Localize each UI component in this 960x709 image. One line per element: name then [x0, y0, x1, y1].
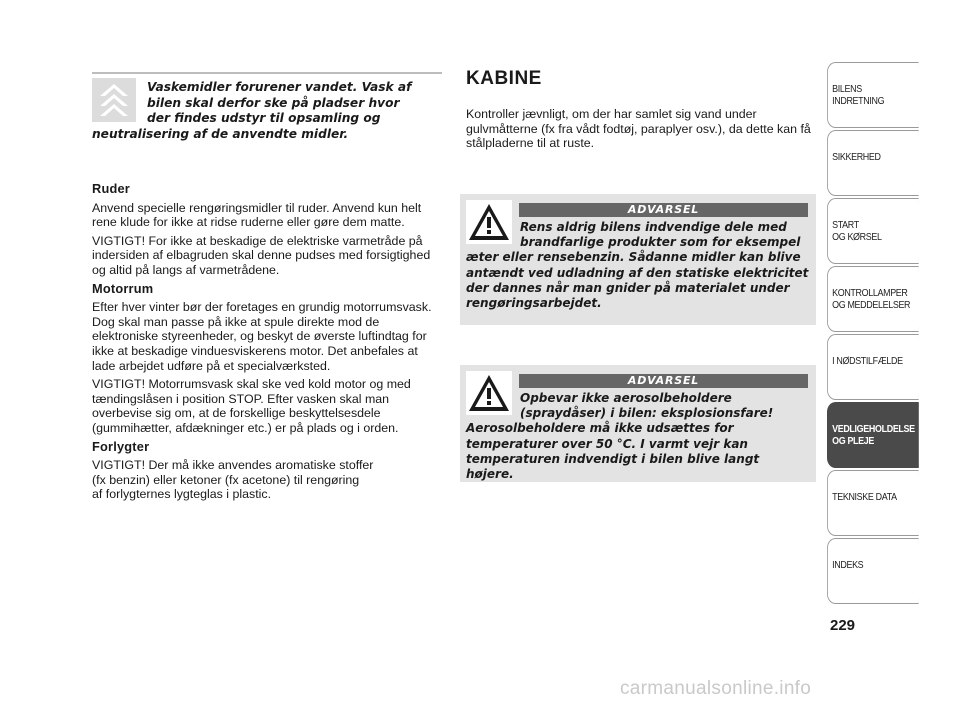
watermark: carmanualsonline.info [620, 678, 812, 699]
environment-note-line: neutralisering af de anvendte midler. [92, 126, 349, 141]
paragraph: Efter hver vinter bør der foretages en grundig motorrumsvask. Dog skal man passe på ikke at spule direkte mod de elektroniske styreenheder, og beskyt de øverste luftindtag for ikke at beskadige vinduesviskerens motor. Det anbefales at lade arbejdet udføre på et specialværksted. [92, 300, 432, 373]
tab-vedligeholdelse[interactable] [827, 402, 919, 468]
warning-line: rengøringsarbejdet. [466, 296, 602, 311]
text-line: VIGTIGT! Der må ikke anvendes aromatiske stoffer [92, 458, 374, 473]
section-title-kabine: KABINE [466, 68, 542, 89]
kabine-paragraph: Kontroller jævnligt, om der har samlet sig vand under gulvmåtterne (fx fra vådt fodtøj, paraplyer osv.), da dette kan få stålpladerne til at ruste. [466, 107, 811, 151]
warning-line: temperaturer over 50 °C. I varmt vejr kan [466, 436, 748, 451]
tab-label: INDRETNING [832, 95, 885, 107]
warning-line: Aerosolbeholdere må ikke udsættes for [466, 421, 734, 436]
warning-text [466, 391, 810, 482]
environment-note-line: Vaskemidler forurener vandet. Vask af [147, 80, 412, 94]
section-heading-ruder: Ruder [92, 181, 130, 196]
warning-box [460, 365, 816, 482]
warning-label: ADVARSEL [519, 203, 808, 217]
page-number: 229 [830, 617, 856, 634]
paragraph: Anvend specielle rengøringsmidler til ruder. Anvend kun helt rene klude for ikke at ridse ruderne eller gøre dem matte. [92, 200, 422, 230]
tab-sikkerhed[interactable] [827, 130, 919, 196]
left-column-body [92, 182, 444, 502]
environment-note-text [92, 80, 442, 142]
tab-i-nodstilfaelde[interactable] [827, 334, 919, 400]
paragraph: VIGTIGT! Motorrumsvask skal ske ved kold motor og med tændingslåsen i position STOP. Efter vasken skal man overbevise sig om, at de forskellige beskyttelsesdele (gummihætter, afdækninger etc.) er på plads og i orden. [92, 377, 411, 435]
tab-label: START [832, 219, 859, 231]
section-heading-motorrum: Motorrum [92, 280, 154, 296]
tab-bilens-indretning[interactable] [827, 62, 919, 128]
section-heading-forlygter: Forlygter [92, 438, 150, 454]
tab-label: SIKKERHED [832, 151, 881, 163]
warning-line: (spraydåser) i bilen: eksplosionsfare! [520, 406, 774, 421]
tab-start-og-korsel[interactable] [827, 198, 919, 264]
warning-line: æter eller rensebenzin. Sådanne midler kan blive [466, 250, 801, 265]
tab-label: OG MEDDELELSER [832, 299, 911, 311]
tab-indeks[interactable] [827, 538, 919, 604]
paragraph [92, 458, 444, 502]
warning-line: Opbevar ikke aerosolbeholdere [520, 391, 732, 405]
warning-line: brandfarlige produkter som for eksempel [520, 235, 801, 250]
warning-line: der dannes når man gnider på materialet under [466, 280, 790, 295]
tab-label: BILENS [832, 83, 862, 95]
tab-tekniske-data[interactable] [827, 470, 919, 536]
tab-kontrollamper[interactable] [827, 266, 919, 332]
tab-label: VEDLIGEHOLDELSE [832, 423, 915, 435]
tab-label: INDEKS [832, 559, 864, 571]
warning-line: Rens aldrig bilens indvendige dele med [520, 220, 787, 234]
environment-note-line: bilen skal derfor ske på pladser hvor [147, 95, 400, 110]
tab-label: KONTROLLAMPER [832, 287, 908, 299]
warning-line: antændt ved udladning af den statiske elektricitet [466, 265, 809, 280]
warning-text [466, 220, 810, 311]
tab-label: OG KØRSEL [832, 231, 882, 243]
divider [92, 72, 442, 74]
tab-label: OG PLEJE [832, 435, 875, 447]
warning-label: ADVARSEL [519, 374, 808, 388]
tab-label: I NØDSTILFÆLDE [832, 355, 903, 367]
warning-box [460, 194, 816, 325]
environment-note-line: der findes udstyr til opsamling og [147, 111, 381, 125]
paragraph: VIGTIGT! For ikke at beskadige de elektriske varmetråde på indersiden af elbagruden skal denne pudses med forsigtighed og altid på langs af varmetrådene. [92, 233, 431, 277]
text-line: (fx benzin) eller ketoner (fx acetone) til rengøring [92, 472, 360, 487]
tab-label: TEKNISKE DATA [832, 491, 897, 503]
text-line: af forlygternes lygteglas i plastic. [92, 487, 272, 502]
warning-line: temperaturen indvendigt i bilen blive langt højere. [466, 451, 760, 482]
